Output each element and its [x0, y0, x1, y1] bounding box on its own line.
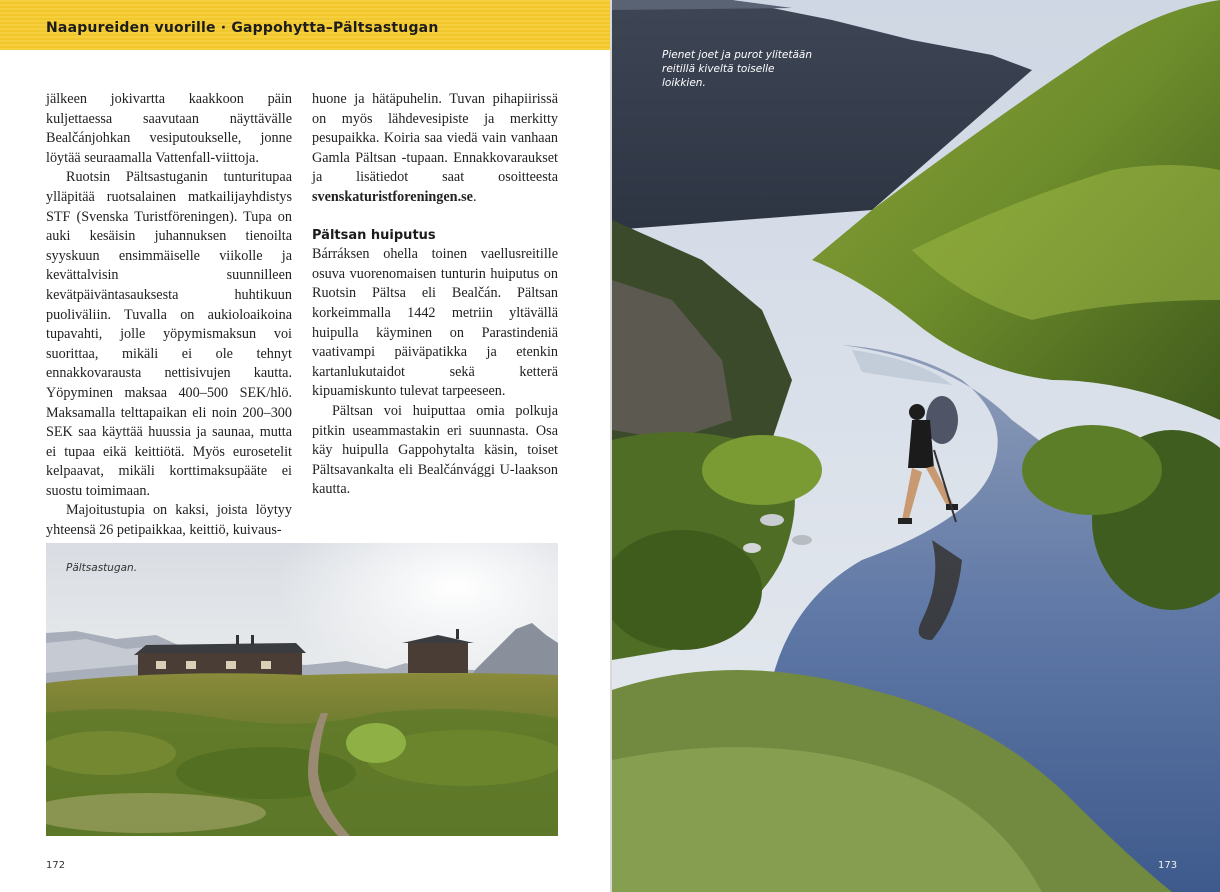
- text-column-1: [46, 90, 292, 541]
- cabins-photo: [46, 543, 558, 836]
- paragraph: Bárráksen ohella toinen vaellusreitille osuva vuorenomaisen tunturin huiputus on Ruotsin Pältsa eli Bealčán. Pältsan korkeimmalla 1442 metriin yltävällä huipulla käyminen on Parastindeniä vaativampi päiväpatikka ja etenkin kartanlukutaidot sekä ketterä kipuamiskunto tulevat tarpeeseen.: [312, 246, 558, 400]
- photo-caption: Pienet joet ja purot ylitetään reitillä kiveltä toiselle loikkien.: [662, 49, 813, 89]
- paragraph: jälkeen jokivartta kaakkoon päin kuljettaessa saavutaan näyttävälle Bealčánjohkan vesiputoukselle, jonne löytää seuraamalla Vattenfall-viittoja.: [46, 91, 292, 166]
- paragraph: Pältsan voi huiputtaa omia polkuja pitkin useammastakin eri suunnasta. Osa käy huipulla Gappohytalta käsin, toiset Pältsavankalta eli Bealčánvággi U-laakson kautta.: [312, 402, 558, 498]
- text-column-2: [312, 90, 558, 500]
- stream-hiker-illustration: [612, 0, 1220, 892]
- paragraph-end: .: [472, 188, 477, 205]
- right-page-photo: [612, 0, 1220, 892]
- paragraph-text: huone ja hätäpuhelin. Tuvan pihapiirissä on myös lähdevesipiste ja merkitty pesupaikka. Koiria saa viedä vain vanhaan Gamla Pältsan -tupaan. Ennakkovaraukset ja lisätiedot saat osoitteesta: [312, 91, 558, 186]
- cabins-illustration: [46, 543, 558, 836]
- paragraph: Majoitustupia on kaksi, joista löytyy yhteensä 26 petipaikkaa, keittiö, kuivaus-: [46, 502, 292, 539]
- paragraph: Ruotsin Pältsastuganin tunturitupaa ylläpitää ruotsalainen matkailijayhdistys STF (Svenska Turistföreningen). Tupa on auki kesäisin juhannuksen tienoilta syyskuun ensimmäiselle viikolle ja kevättalvisin suunnilleen kevätpäiväntasauksesta huhtikuun puoliväliin. Tuvalla on aukioloaikoina tupavahti, jolle yöpymismaksun voi suorittaa, mikäli ei ole tehnyt ennakkovarausta nettisivujen kautta. Yöpyminen maksaa 400–500 SEK/hlö. Maksamalla telttapaikan eli noin 200–300 SEK saa käyttää huussia ja saunaa, mutta ei tupaa eikä keittiötä. Myös eurosetelit kelpaavat, mikäli korttimaksupääte ei suostu toimimaan.: [46, 169, 292, 499]
- page-number-left: 172: [46, 860, 66, 871]
- photo-caption: Pältsastugan.: [66, 562, 138, 574]
- page-number-right: 173: [1158, 860, 1178, 871]
- header-band: [0, 0, 610, 50]
- paragraph: [312, 90, 558, 208]
- website-link[interactable]: svenskaturistforeningen.se: [312, 188, 473, 205]
- section-subheading: Pältsan huiputus: [312, 227, 436, 243]
- running-header-title: Naapureiden vuorille · Gappohytta–Pältsastugan: [46, 20, 439, 36]
